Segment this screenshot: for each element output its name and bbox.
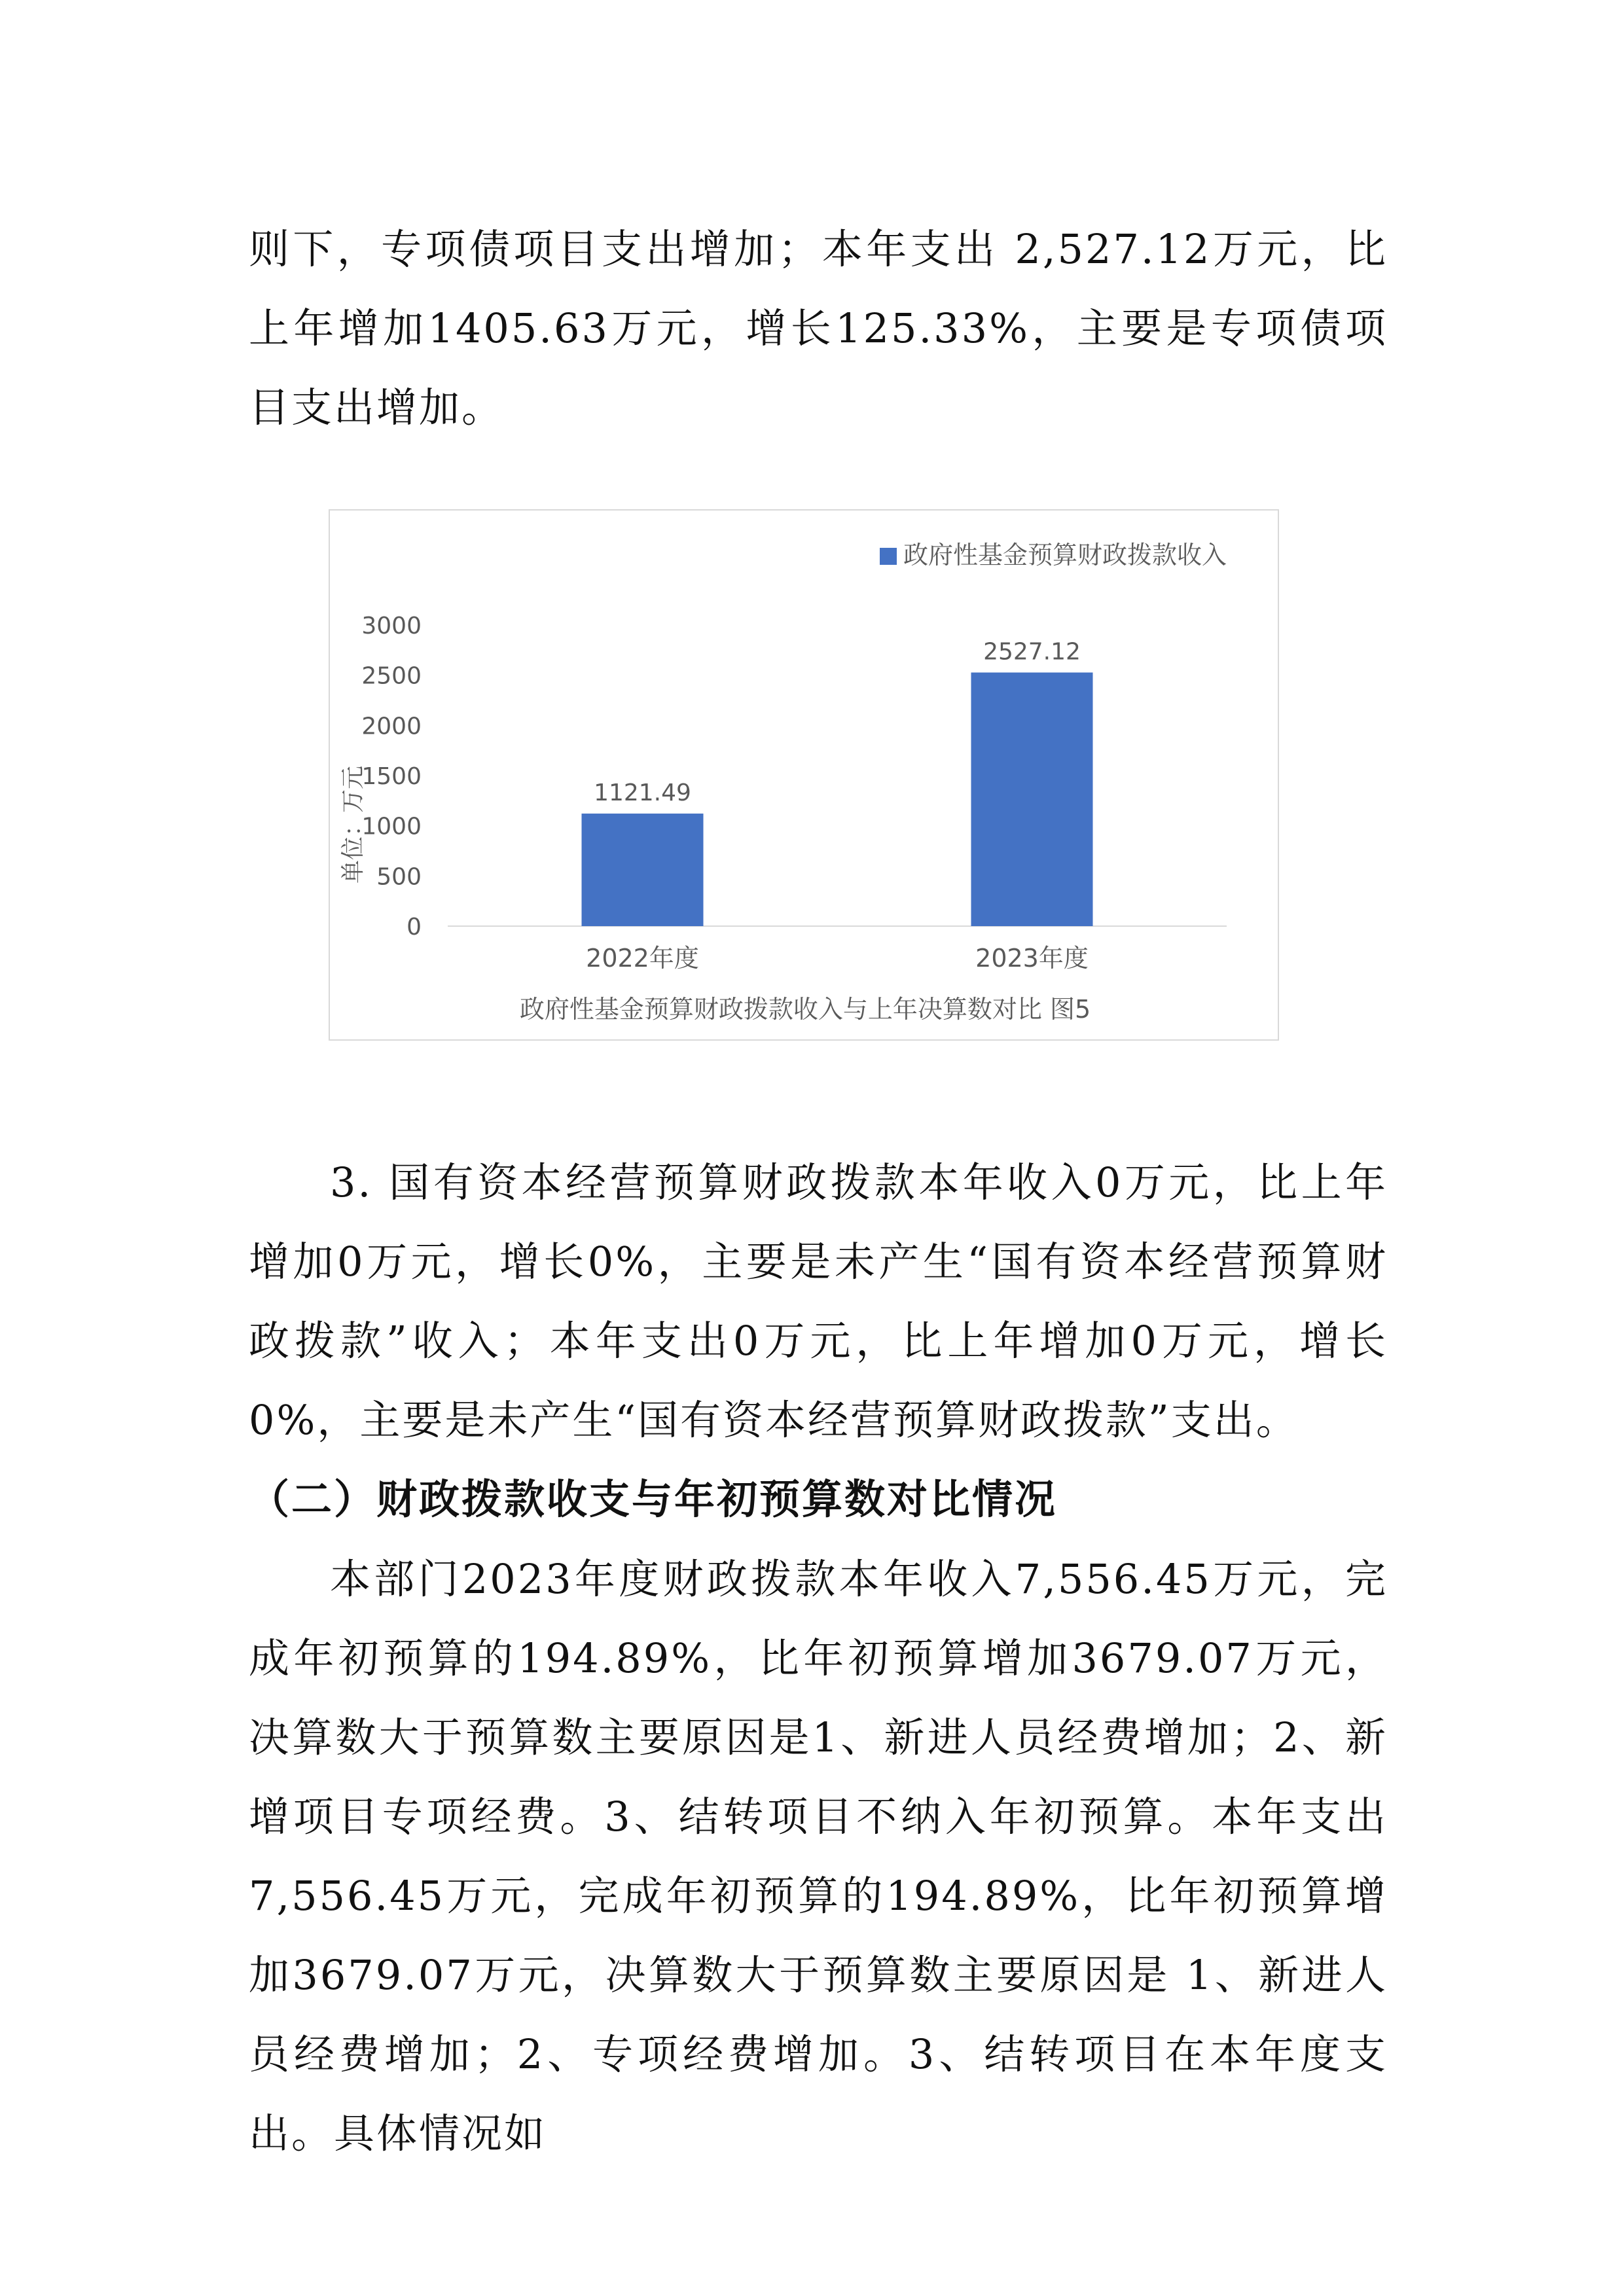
paragraph-budget-comparison: 本部门2023年度财政拨款本年收入7,556.45万元，完成年初预算的194.89%，比年初预算增加3679.07万元，决算数大于预算数主要原因是1、新进人员经费增加；2、新增项目专项经费。3、结转项目不纳入年初预算。本年支出7,556.45万元，完成年初预算的194.89%，比年初预算增加3679.07万元，决算数大于预算数主要原因是 1、新进人员经费增加；2、专项经费增加。3、结转项目在本年度支出。具体情况如 bbox=[249, 1555, 1388, 2157]
paragraph-top: 则下，专项债项目支出增加；本年支出 2,527.12万元，比上年增加1405.63万元，增长125.33%，主要是专项债项目支出增加。 bbox=[249, 225, 1388, 431]
bar bbox=[582, 814, 704, 926]
bar-data-label: 1121.49 bbox=[594, 780, 691, 807]
y-tick-label: 1000 bbox=[361, 813, 422, 840]
bar bbox=[971, 673, 1093, 926]
bar-chart bbox=[329, 509, 1279, 1041]
paragraph-state-capital: 3. 国有资本经营预算财政拨款本年收入0万元，比上年增加0万元，增长0%，主要是未产生“国有资本经营预算财政拨款”收入；本年支出0万元，比上年增加0万元，增长0%，主要是未产生“国有资本经营预算财政拨款”支出。 bbox=[249, 1158, 1388, 1444]
legend-swatch bbox=[880, 548, 897, 565]
chart-title: 政府性基金预算财政拨款收入与上年决算数对比 图5 bbox=[519, 995, 1091, 1024]
y-tick-label: 0 bbox=[406, 914, 422, 941]
y-axis-label: 单位：万元 bbox=[340, 765, 367, 884]
y-tick-label: 2500 bbox=[361, 662, 422, 690]
bar-data-label: 2527.12 bbox=[983, 638, 1081, 666]
x-tick-label: 2022年度 bbox=[586, 944, 699, 973]
x-tick-label: 2023年度 bbox=[975, 944, 1089, 973]
y-tick-label: 1500 bbox=[361, 763, 422, 790]
bar-chart-svg bbox=[330, 511, 1280, 1042]
y-tick-label: 3000 bbox=[361, 613, 422, 639]
section-heading: （二）财政拨款收支与年初预算数对比情况 bbox=[249, 1475, 1058, 1523]
legend-label: 政府性基金预算财政拨款收入 bbox=[903, 541, 1227, 569]
y-tick-label: 2000 bbox=[361, 713, 422, 740]
y-tick-label: 500 bbox=[376, 863, 422, 891]
